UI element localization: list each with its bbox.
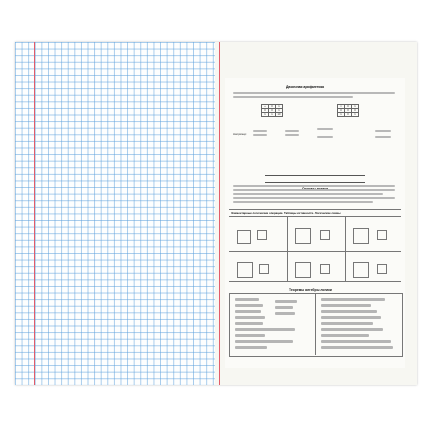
table-cell: 0 — [345, 105, 352, 109]
table-cell: 10 — [276, 113, 283, 117]
logic-gate — [259, 264, 269, 274]
table-cell: 1 — [276, 105, 283, 109]
text-line — [233, 92, 395, 94]
section-heading-logic — [265, 175, 365, 183]
text-line — [233, 185, 395, 187]
calc-example — [317, 136, 333, 138]
law-item — [235, 304, 263, 307]
logic-gate — [320, 230, 330, 240]
column-divider — [287, 251, 288, 281]
reference-page — [215, 42, 417, 385]
table-cell: 1 — [269, 113, 276, 117]
calc-example — [285, 134, 299, 136]
law-item — [235, 322, 263, 325]
calc-example — [253, 130, 267, 132]
column-divider — [315, 293, 316, 355]
calc-example — [317, 128, 333, 130]
table-cell: 1 — [352, 113, 359, 117]
section-title-binary: Двоичная арифметика — [286, 85, 325, 89]
calc-example — [253, 134, 267, 136]
table-cell: 1 — [276, 109, 283, 113]
notebook — [15, 42, 417, 385]
truth-table — [237, 262, 253, 278]
law-note — [275, 306, 293, 309]
table-cell: 1 — [338, 113, 345, 117]
section-divider — [229, 216, 401, 217]
table-cell: 0 — [345, 109, 352, 113]
law-item — [321, 328, 383, 331]
text-line — [233, 201, 373, 203]
section-title-laws: Теоремы алгебры логики — [289, 288, 332, 292]
law-item — [321, 334, 369, 337]
law-item — [235, 328, 295, 331]
column-divider — [345, 251, 346, 281]
calc-example — [285, 130, 299, 132]
table-cell: 1 — [352, 105, 359, 109]
law-item — [235, 346, 267, 349]
table-cell: × — [338, 105, 345, 109]
table-cell: 0 — [338, 109, 345, 113]
law-note — [275, 312, 295, 315]
examples-label: Например: — [233, 132, 248, 136]
table-cell: 1 — [262, 113, 269, 117]
law-item — [321, 340, 391, 343]
law-item — [321, 304, 371, 307]
text-line — [233, 197, 395, 199]
law-item — [321, 298, 385, 301]
logic-gate — [377, 264, 387, 274]
margin-line-right — [219, 42, 220, 385]
truth-table — [295, 228, 311, 244]
logic-gate — [377, 230, 387, 240]
text-line — [233, 193, 383, 195]
reference-sheet — [225, 78, 405, 368]
text-line — [233, 96, 353, 98]
section-divider — [229, 209, 401, 210]
law-item — [235, 340, 293, 343]
section-divider — [229, 251, 401, 252]
truth-table — [237, 230, 251, 244]
margin-line-left — [34, 42, 35, 385]
section-title-operations: Элементарные логические операции. Таблицы истинности. Логические схемы — [231, 211, 341, 215]
table-cell: 0 — [345, 113, 352, 117]
table-cell: 0 — [269, 105, 276, 109]
calc-example — [375, 136, 391, 138]
law-item — [321, 316, 381, 319]
law-note — [275, 300, 297, 303]
law-item — [235, 310, 261, 313]
truth-table — [353, 228, 369, 244]
table-cell: 0 — [262, 109, 269, 113]
table-cell: 0 — [352, 109, 359, 113]
law-item — [321, 322, 373, 325]
column-divider — [345, 216, 346, 251]
law-item — [235, 316, 265, 319]
logic-gate — [257, 230, 267, 240]
law-item — [321, 310, 377, 313]
truth-table — [353, 262, 369, 278]
law-item — [321, 346, 393, 349]
column-divider — [287, 216, 288, 251]
multiplication-table — [337, 104, 359, 117]
addition-table — [261, 104, 283, 117]
section-divider — [229, 281, 401, 282]
table-cell: + — [262, 105, 269, 109]
logic-gate — [320, 264, 330, 274]
text-line — [233, 189, 395, 191]
truth-table — [295, 262, 311, 278]
law-item — [235, 298, 259, 301]
table-cell: 0 — [269, 109, 276, 113]
calc-example — [375, 130, 391, 132]
grid-page — [15, 42, 215, 385]
law-item — [235, 334, 265, 337]
